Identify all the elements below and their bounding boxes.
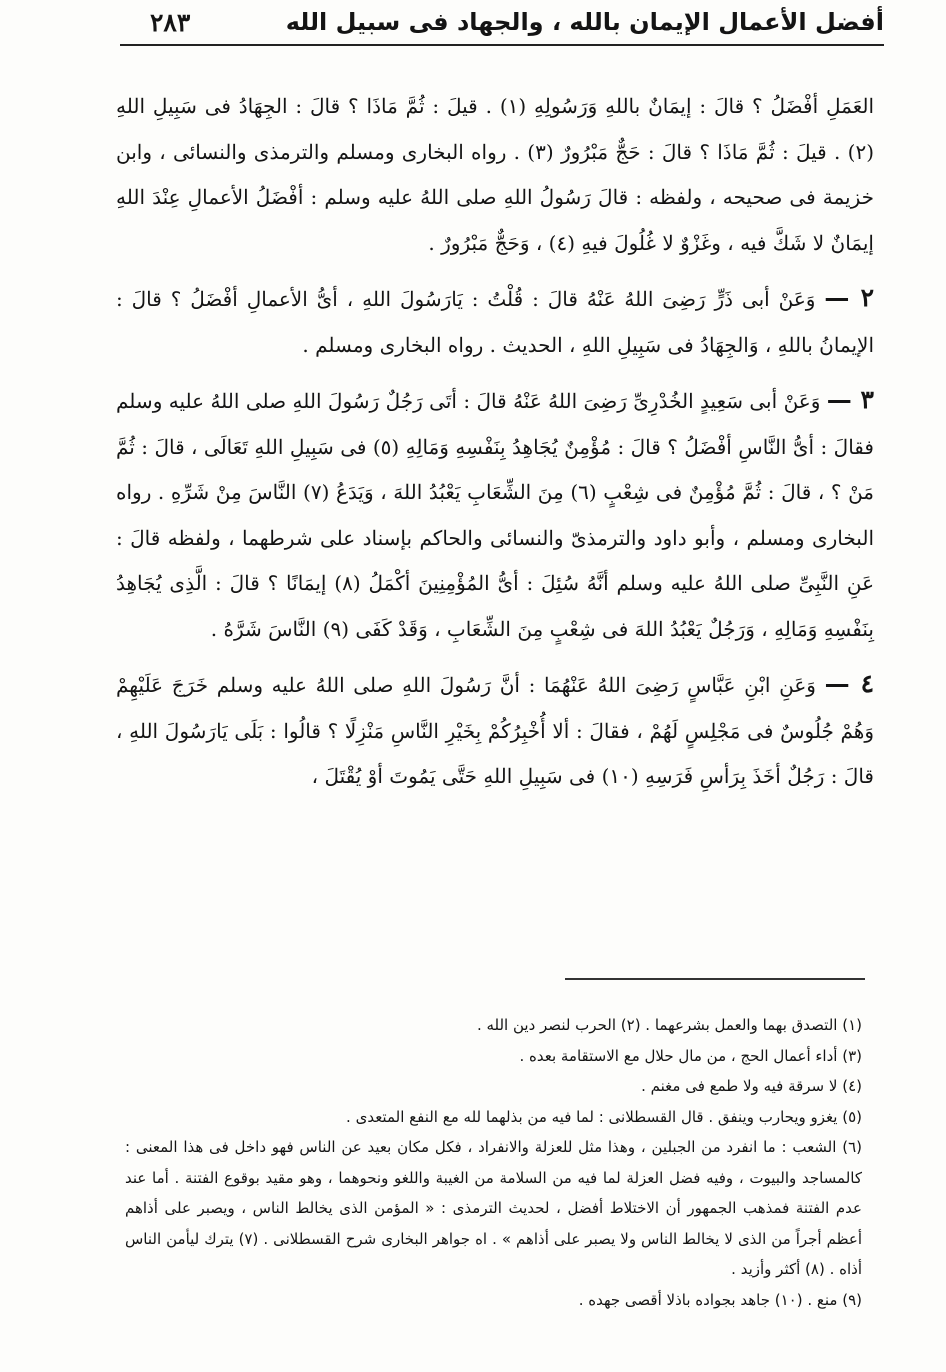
header-title: أفضل الأعمال الإيمان بالله ، والجهاد فى سبيل الله <box>285 8 884 36</box>
paragraph-3 <box>116 377 874 652</box>
hadith-number-3: ٣ — <box>826 385 874 414</box>
paragraph-4 <box>116 661 874 800</box>
paragraph-4-text: وَعَنِ ابْنِ عَبَّاسٍ رَضِىَ اللهُ عَنْهُمَا : أنَّ رَسُولَ اللهِ صلى اللهُ عليه وسلم خَرَجَ عَلَيْهِمْ وَهُمْ جُلُوسٌ فى مَجْلِسٍ لَهُمْ ، فقالَ : ألا أُخْبِرُكُمْ بِخَيْرِ النَّاسِ مَنْزِلًا ؟ قالُوا : بَلَى يَارَسُولَ اللهِ ، قالَ : رَجُلٌ أخَذَ بِرَأسِ فَرَسِهِ (١٠) فى سَبِيلِ اللهِ حَتَّى يَمُوتَ أوْ يُقْتَلَ ، <box>116 673 874 788</box>
footnote-9-10: (٩) منع . (١٠) جاهد بجواده باذلا أقصى جهده . <box>578 1290 862 1309</box>
footnote-5: (٥) يغزو ويحارب وينفق . قال القسطلانى : لما فيه من بذلهما لله مع النفع المتعدى . <box>346 1107 862 1126</box>
footnotes <box>125 1010 862 1315</box>
running-header <box>120 8 884 46</box>
footnote-4: (٤) لا سرقة فيه ولا طمع فى مغنم . <box>641 1077 862 1095</box>
hadith-number-4: ٤ — <box>824 669 874 698</box>
page-number: ٢٨٣ <box>150 8 191 37</box>
footnote-6-8: (٦) الشعب : ما انفرد من الجبلين ، وهذا مثل للعزلة والانفراد ، فكل مكان بعيد عن الناس فهو داخل فى هذا المعنى : كالمساجد والبيوت ، وفيه فضل العزلة لما فيه من السلامة من الغيبة واللغو ونحوهما ، وهو مقيد بوقوع الفتنة . أما عند عدم الفتنة فمذهب الجمهور أن الاختلاط أفضل ، لحديث الترمذى : « المؤمن الذى يخالط الناس ، ويصبر على أذاهم أعظم أجراً من الذى لا يخالط الناس ولا يصبر على أذاهم » . اه جواهر البخارى شرح القسطلانى . (٧) يترك ليأمن الناس أذاه . (٨) أكثر وأزيد . <box>125 1138 862 1278</box>
paragraph-1: العَمَلِ أفْضَلُ ؟ قالَ : إيمَانٌ باللهِ وَرَسُولِهِ (١) . قيلَ : ثُمَّ مَاذَا ؟ قالَ : الجِهَادُ فى سَبِيلِ اللهِ (٢) . قيلَ : ثُمَّ مَاذَا ؟ قالَ : حَجٌّ مَبْرُورٌ (٣) . رواه البخارى ومسلم والترمذى والنسائى ، وابن خزيمة فى صحيحه ، ولفظه : قالَ رَسُولُ اللهِ صلى اللهُ عليه وسلم : أفْضَلُ الأعمالِ عِنْدَ اللهِ إيمَانٌ لا شَكَّ فيه ، وغَزْوٌ لا غُلُولَ فيهِ (٤) ، وَحَجٌّ مَبْرُورٌ . <box>116 94 874 255</box>
footnote-separator <box>565 978 865 980</box>
paragraph-3-text: وَعَنْ أبى سَعِيدٍ الخُدْرِىِّ رَضِىَ اللهُ عَنْهُ قالَ : أتَى رَجُلٌ رَسُولَ اللهِ صلى اللهُ عليه وسلم فقالَ : أىُّ النَّاسِ أفْضَلُ ؟ قالَ : مُؤْمِنٌ يُجَاهِدُ بِنَفْسِهِ وَمَالِهِ (٥) فى سَبِيلِ اللهِ تَعَالَى ، قالَ : ثُمَّ مَنْ ؟ ، قالَ : ثُمَّ مُؤْمِنٌ فى شِعْبٍ (٦) مِنَ الشِّعَابِ يَعْبُدُ اللهَ ، وَيَدَعُ (٧) النَّاسَ مِنْ شَرِّهِ . رواه البخارى ومسلم ، وأبو داود والترمذىّ والنسائى والحاكم بإسناد على شرطهما ، ولفظه قالَ : عَنِ النَّبِىِّ صلى اللهُ عليه وسلم أنَّهُ سُئِلَ : أىُّ المُؤْمِنِينَ أكْمَلُ (٨) إيمَانًا ؟ قالَ : الَّذِى يُجَاهِدُ بِنَفْسِهِ وَمَالِهِ ، وَرَجُلٌ يَعْبُدُ اللهَ فى شِعْبٍ مِنَ الشِّعَابِ ، وَقَدْ كَفَى (٩) النَّاسَ شَرَّهُ . <box>116 389 875 641</box>
paragraph-2-text: وَعَنْ أبى ذَرٍّ رَضِىَ اللهُ عَنْهُ قالَ : قُلْتُ : يَارَسُولَ اللهِ ، أىُّ الأعمالِ أفْضَلُ ؟ قالَ : الإيمانُ باللهِ ، وَالجِهَادُ فى سَبِيلِ اللهِ ، الحديث . رواه البخارى ومسلم . <box>116 287 874 357</box>
hadith-number-2: ٢ — <box>824 283 874 312</box>
footnote-3: (٣) أداء أعمال الحج ، من مال حلال مع الاستقامة بعده . <box>519 1046 862 1065</box>
main-text <box>116 84 874 800</box>
paragraph-2 <box>116 275 874 368</box>
footnote-1-2: (١) التصدق بهما والعمل بشرعهما . (٢) الحرب لنصر دين الله . <box>476 1016 862 1034</box>
